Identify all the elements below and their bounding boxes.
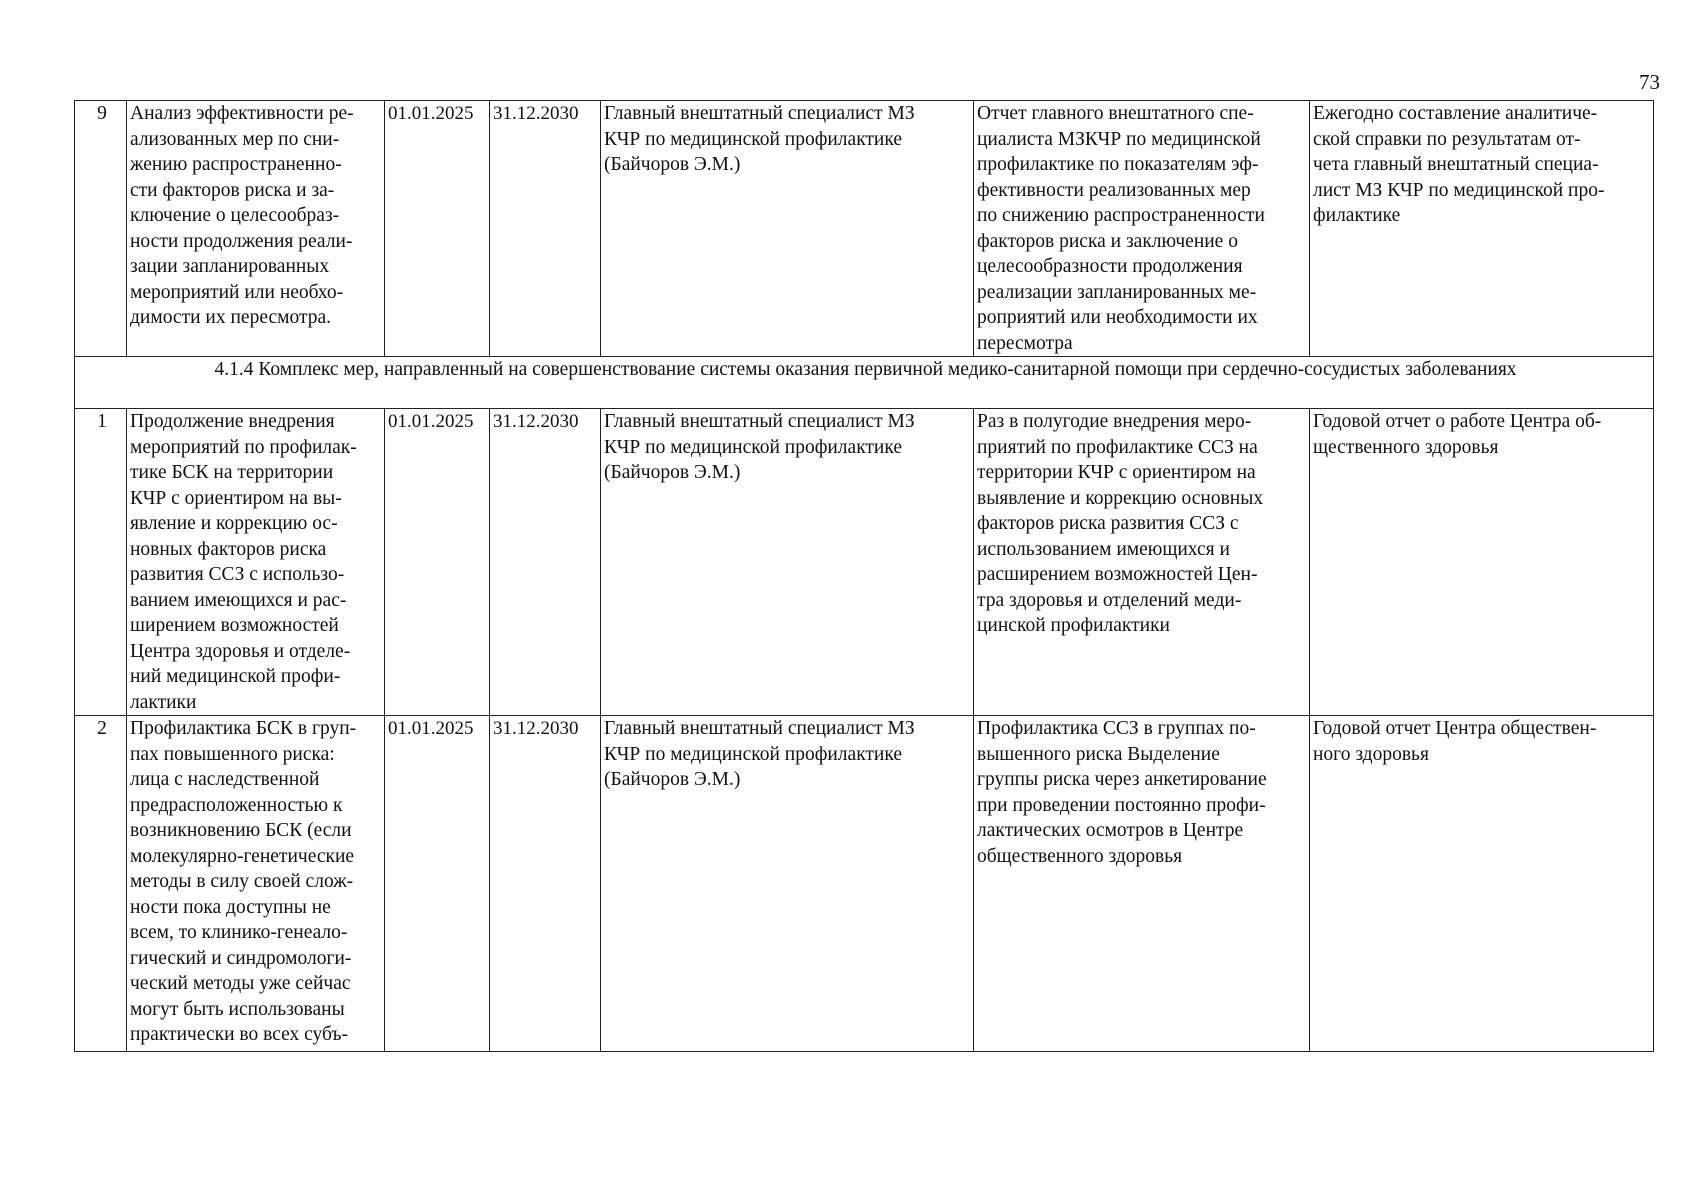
control-cell: Ежегодно составление аналитиче- ской справки по результатам от- чета главный внештатный специа- лист МЗ КЧР по медицинской про- филактике [1310,101,1654,357]
result-cell: Профилактика ССЗ в группах по- вышенного риска Выделение группы риска через анкетирование при проведении постоянно профи- лактических осмотров в Центре общественного здоровья [974,716,1310,1052]
result-cell: Раз в полугодие внедрения меро- приятий по профилактике ССЗ на территории КЧР с ориентиром на выявление и коррекцию основных факторов риска развития ССЗ с использованием имеющихся и расширением возможностей Цен- тра здоровья и отделений меди- цинской профилактики [974,409,1310,716]
start-date-cell: 01.01.2025 [385,409,490,716]
row-number: 9 [75,101,127,357]
table-row [75,716,1654,1052]
page-number: 73 [1639,70,1660,94]
start-date-cell: 01.01.2025 [385,716,490,1052]
table-row [75,409,1654,716]
result-cell: Отчет главного внештатного спе- циалиста МЗКЧР по медицинской профилактике по показателям эф- фективности реализованных мер по снижению распространенности факторов риска и заключение о целесообразности продолжения реализации запланированных ме- роприятий или необходимости их пересмотра [974,101,1310,357]
row-number: 2 [75,716,127,1052]
end-date-cell: 31.12.2030 [490,409,601,716]
measures-table [74,100,1654,1052]
section-title: 4.1.4 Комплекс мер, направленный на совершенствование системы оказания первичной медико-санитарной помощи при сердечно-сосудистых заболеваниях [75,357,1654,409]
section-header-row [75,357,1654,409]
end-date-cell: 31.12.2030 [490,716,601,1052]
control-cell: Годовой отчет о работе Центра об- щественного здоровья [1310,409,1654,716]
end-date-cell: 31.12.2030 [490,101,601,357]
row-number: 1 [75,409,127,716]
responsible-cell: Главный внештатный специалист МЗ КЧР по медицинской профилактике (Байчоров Э.М.) [601,101,974,357]
control-cell: Годовой отчет Центра обществен- ного здоровья [1310,716,1654,1052]
activity-cell: Анализ эффективности ре- ализованных мер по сни- жению распространенно- сти факторов риска и за- ключение о целесообраз- ности продолжения реали- зации запланированных мероприятий или необхо- димости их пересмотра. [127,101,385,357]
responsible-cell: Главный внештатный специалист МЗ КЧР по медицинской профилактике (Байчоров Э.М.) [601,716,974,1052]
table-row [75,101,1654,357]
activity-cell: Профилактика БСК в груп- пах повышенного риска: лица с наследственной предрасположенностью к возникновению БСК (если молекулярно-генетические методы в силу своей слож- ности пока доступны не всем, то клинико-генеало- гический и синдромологи- ческий методы уже сейчас могут быть использованы практически во всех субъ- [127,716,385,1052]
activity-cell: Продолжение внедрения мероприятий по профилак- тике БСК на территории КЧР с ориентиром на вы- явление и коррекцию ос- новных факторов риска развития ССЗ с использо- ванием имеющихся и рас- ширением возможностей Центра здоровья и отделе- ний медицинской профи- лактики [127,409,385,716]
start-date-cell: 01.01.2025 [385,101,490,357]
responsible-cell: Главный внештатный специалист МЗ КЧР по медицинской профилактике (Байчоров Э.М.) [601,409,974,716]
